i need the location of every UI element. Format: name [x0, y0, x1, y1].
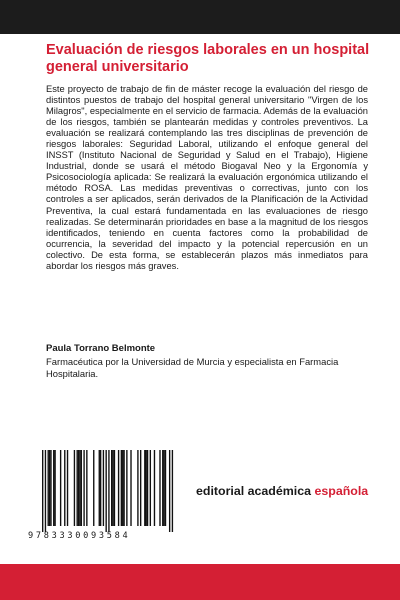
barcode-bar [81, 450, 82, 526]
barcode-bar [169, 450, 170, 532]
barcode-bar [163, 450, 164, 526]
barcode-bar [100, 450, 101, 526]
barcode-bar [103, 450, 104, 526]
barcode-bar [114, 450, 115, 526]
book-abstract: Este proyecto de trabajo de fin de máster recoge la evaluación del riesgo de distintos puestos de trabajo del hospital general universitario "Virgen de los Milagros", especialmente en el servicio de farmacia. Además de la evaluación de los riesgos, también se plantearán medidas y controles preventivos. La evaluación se realizará contemplando las tres disciplinas de prevención de riesgos laborales: Seguridad Laboral, utilizando el enfoque general del INSST (Instituto Nacional de Seguridad y Salud en el Trabajo), Higiene Industrial, donde se usará el método Biogaval Neo y la Ergonomía y Psicosociología aplicada: Se realizará la evaluación ergonómica utilizando el método ROSA. Las medidas preventivas o correctivas, junto con los controles a ser aplicados, serán derivados de la Planificación de la Actividad Preventiva, la cual estará fundamentada en las evaluaciones de riesgo realizadas. Se determinarán prioridades en base a la magnitud de los riesgos identificados, teniendo en cuenta factores como la probabilidad de ocurrencia, la severidad del impacto y la potencial repercusión en un colectivo. De esta forma, se establecerán plazos más inmediatos para abordar los riesgos más graves. [46, 84, 368, 271]
isbn-digits: 9783330093584 [28, 531, 131, 541]
barcode-bar [122, 450, 123, 526]
barcode-bar [140, 450, 141, 526]
publisher-name-accent: española [314, 484, 369, 498]
barcode-bars [28, 448, 182, 532]
barcode-bar [111, 450, 112, 526]
bottom-red-band [0, 564, 400, 600]
top-dark-band [0, 0, 400, 34]
isbn-barcode [28, 448, 182, 546]
barcode-bar [45, 450, 46, 532]
barcode-bar [112, 450, 113, 526]
barcode-bar [86, 450, 87, 526]
barcode-bar [49, 450, 50, 526]
barcode-bar [130, 450, 131, 526]
barcode-bar [99, 450, 100, 526]
barcode-bar [172, 450, 173, 532]
barcode-bar [93, 450, 94, 526]
barcode-bar [105, 450, 106, 532]
barcode-bar [83, 450, 84, 526]
barcode-bar [60, 450, 61, 526]
barcode-bar [42, 450, 43, 532]
barcode-bar [165, 450, 166, 526]
barcode-bar [78, 450, 79, 526]
barcode-bar [67, 450, 68, 526]
barcode-bar [159, 450, 160, 526]
barcode-bar [77, 450, 78, 526]
barcode-bar [53, 450, 54, 526]
barcode-bar [154, 450, 155, 526]
barcode-bar [146, 450, 147, 526]
barcode-bar [147, 450, 148, 526]
barcode-bar [108, 450, 109, 532]
author-name: Paula Torrano Belmonte [46, 343, 156, 354]
book-title: Evaluación de riesgos laborales en un hospital general universitario [46, 42, 370, 75]
barcode-bar [144, 450, 145, 526]
barcode-bar [50, 450, 51, 526]
publisher-name: editorial académica [196, 484, 315, 498]
barcode-bar [150, 450, 151, 526]
barcode-bar [54, 450, 55, 526]
barcode-bar [162, 450, 163, 526]
barcode-bar [126, 450, 127, 526]
barcode-bar [137, 450, 138, 526]
publisher-logo [196, 484, 386, 498]
author-bio: Farmacéutica por la Universidad de Murcia y especialista en Farmacia Hospitalaria. [46, 356, 339, 379]
barcode-bar [79, 450, 80, 526]
barcode-bar [118, 450, 119, 526]
barcode-bar [123, 450, 124, 526]
barcode-bar [121, 450, 122, 526]
barcode-bar [64, 450, 65, 526]
barcode-bar [48, 450, 49, 526]
barcode-bar [74, 450, 75, 526]
